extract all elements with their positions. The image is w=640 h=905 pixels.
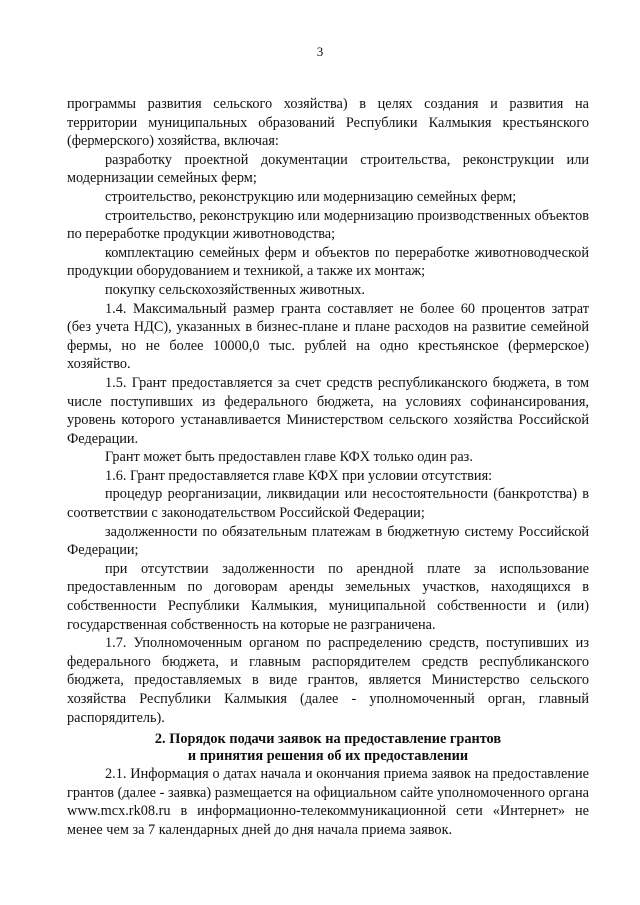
paragraph-list-item: задолженности по обязательным платежам в бюджетную систему Российской Федерации; xyxy=(67,523,589,559)
paragraph-2-1: 2.1. Информация о датах начала и окончания приема заявок на предоставление грантов (далее - заявка) размещается на официальном сайте уполномоченного органа www.mcx.rk08.ru в информационно-телекоммуникационной сети «Интернет» не менее чем за 7 календарных дней до дня начала приема заявок. xyxy=(67,766,589,838)
paragraph-list-item: строительство, реконструкцию или модернизацию семейных ферм; xyxy=(105,188,517,205)
page-number: 3 xyxy=(316,44,324,59)
paragraph-1-6: 1.6. Грант предоставляется главе КФХ при условии отсутствия: xyxy=(105,467,493,484)
document-body xyxy=(67,95,589,840)
paragraph-intro: программы развития сельского хозяйства) в целях создания и развития на территории муниципальных образований Республики Калмыкия крестьянского (фермерского) хозяйства, включая: xyxy=(67,96,589,150)
paragraph-1-4: 1.4. Максимальный размер гранта составляет не более 60 процентов затрат (без учета НДС), указанных в бизнес-плане и плане расходов на развитие семейной фермы, но не более 10000,0 тыс. рублей на одно крестьянское (фермерское) хозяйство. xyxy=(67,300,589,373)
paragraph-list-item: процедур реорганизации, ликвидации или несостоятельности (банкротства) в соответствии с законодательством Российской Федерации; xyxy=(67,486,589,522)
paragraph-list-item: разработку проектной документации строительства, реконструкции или модернизации семейных ферм; xyxy=(67,151,589,187)
paragraph-1-5: 1.5. Грант предоставляется за счет средств республиканского бюджета, в том числе поступивших из федерального бюджета, на условиях софинансирования, уровень которого устанавливается Министерством сельского хозяйства Российской Федерации. xyxy=(67,374,589,447)
paragraph-list-item: комплектацию семейных ферм и объектов по переработке животноводческой продукции оборудованием и техникой, а также их монтаж; xyxy=(67,244,589,280)
paragraph-1-7: 1.7. Уполномоченным органом по распределению средств, поступивших из федерального бюджета, и главным распорядителем средств республиканского бюджета, предоставляемых в виде грантов, является Министерство сельского хозяйства Республики Калмыкия (далее - уполномоченный орган, главный распорядитель). xyxy=(67,635,589,726)
section-heading-line1: 2. Порядок подачи заявок на предоставление грантов xyxy=(154,731,502,748)
paragraph-list-item: покупку сельскохозяйственных животных. xyxy=(105,281,365,298)
paragraph-list-item: при отсутствии задолженности по арендной плате за использование предоставленным по договорам аренды земельных участков, находящихся в собственности Республики Калмыкия, муниципальной собственности и (или) государственная собственность на которые не разграничена. xyxy=(67,560,589,633)
section-heading-line2: и принятия решения об их предоставлении xyxy=(187,748,469,765)
paragraph-grant-once: Грант может быть предоставлен главе КФХ только один раз. xyxy=(105,449,473,466)
section-heading xyxy=(67,731,589,765)
paragraph-list-item: строительство, реконструкцию или модернизацию производственных объектов по переработке продукции животноводства; xyxy=(67,207,589,243)
